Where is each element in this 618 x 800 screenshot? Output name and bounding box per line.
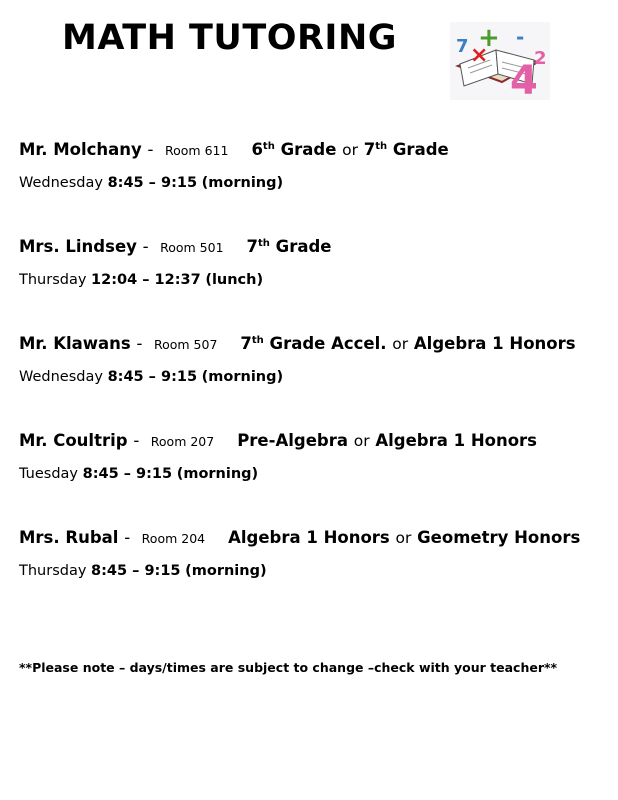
or-connector: or: [395, 529, 412, 547]
time-range: 8:45 – 9:15: [107, 369, 198, 385]
time-period: (morning): [185, 563, 267, 579]
four-glyph: 4: [510, 58, 538, 100]
time-range: 8:45 – 9:15: [91, 563, 181, 579]
time-period: (morning): [201, 175, 284, 191]
separator: -: [124, 528, 131, 547]
tutor-schedule-time: [19, 365, 576, 389]
separator: -: [147, 140, 154, 159]
seven-glyph: 7: [456, 36, 469, 57]
math-book-icon: [450, 22, 550, 100]
grade-level: [247, 237, 332, 256]
grade-level: [228, 528, 580, 547]
tutor-heading: [19, 332, 576, 356]
tutor-heading: [19, 526, 580, 550]
grade-level: [251, 140, 448, 159]
subject-part: Algebra 1 Honors: [413, 334, 576, 353]
time-period: (morning): [176, 466, 259, 482]
subject-part: 6th Grade: [251, 140, 337, 159]
subject-part: Algebra 1 Honors: [375, 431, 538, 450]
subject-part: Algebra 1 Honors: [228, 528, 390, 547]
teacher-name: Mr. Molchany: [19, 140, 142, 159]
day-of-week: Wednesday: [19, 369, 103, 385]
grade-level: [237, 431, 537, 450]
room-number: Room 611: [165, 143, 229, 158]
subject-part: Geometry Honors: [417, 528, 581, 547]
or-connector: or: [353, 432, 370, 450]
separator: -: [133, 431, 140, 450]
time-range: 8:45 – 9:15: [82, 466, 173, 482]
teacher-name: Mrs. Lindsey: [19, 237, 137, 256]
room-number: Room 501: [160, 240, 224, 255]
day-of-week: Tuesday: [19, 466, 78, 482]
day-of-week: Wednesday: [19, 175, 103, 191]
tutor-heading: [19, 235, 331, 259]
subject-part: 7th Grade Accel.: [240, 334, 387, 353]
day-of-week: Thursday: [19, 272, 87, 288]
time-period: (lunch): [205, 272, 264, 288]
separator: -: [142, 237, 149, 256]
minus-glyph: -: [516, 25, 525, 49]
tutor-schedule-time: [19, 559, 580, 583]
time-range: 8:45 – 9:15: [107, 175, 198, 191]
time-period: (morning): [201, 369, 284, 385]
tutor-heading: [19, 429, 537, 453]
room-number: Room 507: [153, 337, 218, 352]
room-number: Room 204: [141, 531, 206, 546]
separator: -: [136, 334, 143, 353]
times-glyph: ×: [470, 43, 489, 68]
tutor-heading: [19, 138, 449, 162]
teacher-name: Mr. Klawans: [19, 334, 131, 353]
plus-glyph: +: [478, 23, 500, 53]
tutor-schedule-time: [19, 171, 449, 195]
tutor-entry: [19, 138, 449, 195]
tutor-entry: [19, 332, 576, 389]
or-connector: or: [342, 141, 358, 159]
tutor-entry: [19, 235, 331, 292]
teacher-name: Mr. Coultrip: [19, 431, 128, 450]
or-connector: or: [392, 335, 409, 353]
day-of-week: Thursday: [19, 563, 87, 579]
tutor-entry: [19, 526, 580, 583]
room-number: Room 207: [150, 434, 215, 449]
subject-part: Pre-Algebra: [237, 431, 348, 450]
time-range: 12:04 – 12:37: [91, 272, 201, 288]
tutor-schedule-time: [19, 462, 537, 486]
tutor-entry: [19, 429, 537, 486]
tutor-schedule-time: [19, 268, 331, 292]
schedule-note: **Please note – days/times are subject to change –check with your teacher**: [19, 660, 558, 675]
teacher-name: Mrs. Rubal: [19, 528, 119, 547]
two-glyph: 2: [534, 48, 547, 69]
page-title: MATH TUTORING: [62, 18, 397, 58]
subject-part: 7th Grade: [363, 140, 449, 159]
subject-part: 7th Grade: [246, 237, 332, 256]
grade-level: [240, 334, 575, 353]
